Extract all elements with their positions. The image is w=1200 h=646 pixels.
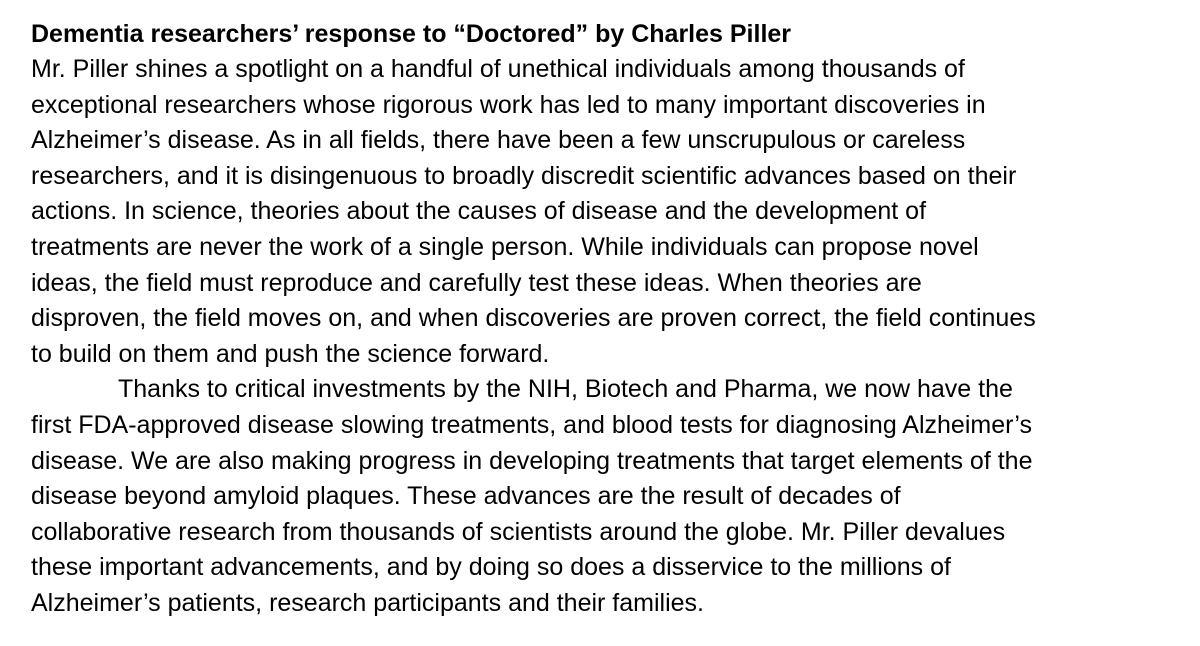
- document-title: Dementia researchers’ response to “Doctored” by Charles Piller: [31, 20, 792, 48]
- paragraph-line: researchers, and it is disingenuous to broadly discredit scientific advances based on their: [31, 161, 1017, 190]
- paragraph-line: disproven, the field moves on, and when discoveries are proven correct, the field continues: [31, 304, 1036, 333]
- paragraph-2: [31, 372, 1191, 621]
- document: [31, 16, 1191, 622]
- paragraph-line: Alzheimer’s disease. As in all fields, there have been a few unscrupulous or careless: [31, 126, 966, 155]
- paragraph-line: exceptional researchers whose rigorous work has led to many important discoveries in: [31, 90, 986, 119]
- paragraph-line: actions. In science, theories about the causes of disease and the development of: [31, 197, 927, 226]
- paragraph-line: Thanks to critical investments by the NIH, Biotech and Pharma, we now have the: [118, 375, 1013, 404]
- paragraph-line: collaborative research from thousands of scientists around the globe. Mr. Piller devalues: [31, 517, 1006, 546]
- paragraph-line: Alzheimer’s patients, research participants and their families.: [31, 588, 704, 617]
- paragraph-line: disease. We are also making progress in developing treatments that target elements of the: [31, 446, 1033, 475]
- paragraph-line: Mr. Piller shines a spotlight on a handful of unethical individuals among thousands of: [31, 55, 965, 83]
- paragraph-line: to build on them and push the science forward.: [31, 339, 550, 368]
- paragraph-line: these important advancements, and by doing so does a disservice to the millions of: [31, 553, 951, 582]
- paragraph-line: first FDA-approved disease slowing treatments, and blood tests for diagnosing Alzheimer’s: [31, 410, 1032, 439]
- paragraph-line: disease beyond amyloid plaques. These advances are the result of decades of: [31, 482, 901, 511]
- paragraph-1: [31, 52, 1191, 372]
- paragraph-line: ideas, the field must reproduce and carefully test these ideas. When theories are: [31, 268, 922, 297]
- paragraph-line: treatments are never the work of a single person. While individuals can propose novel: [31, 232, 979, 261]
